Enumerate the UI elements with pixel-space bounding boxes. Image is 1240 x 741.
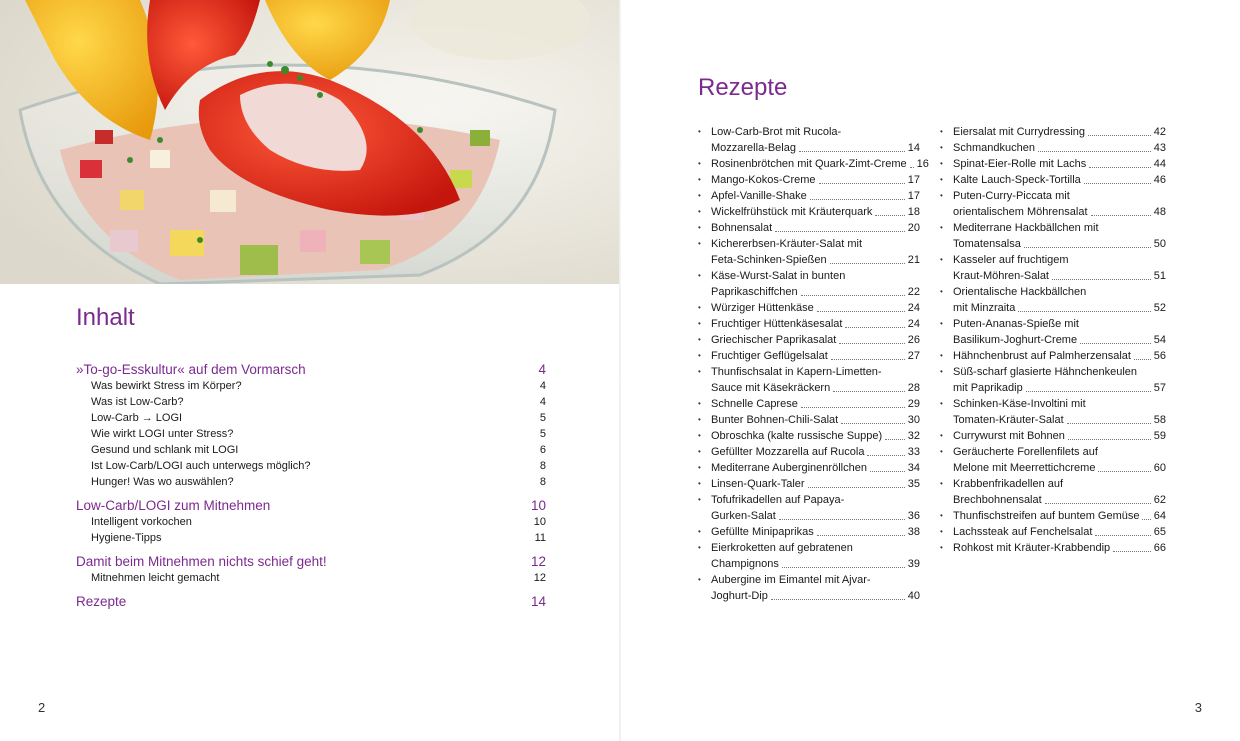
toc-entry-label: Was bewirkt Stress im Körper? — [91, 380, 242, 392]
toc-section[interactable] — [76, 426, 546, 442]
recipe-name-line: • Mango-Kokos-Creme — [711, 174, 816, 186]
recipe-name-line: • Griechischer Paprikasalat — [711, 334, 837, 346]
recipe-entry[interactable] — [940, 156, 1166, 172]
leader-dots — [819, 183, 905, 184]
recipe-page: 17 — [907, 190, 920, 202]
leader-dots — [839, 343, 904, 344]
recipe-name-line: • Wickelfrühstück mit Kräuterquark — [711, 206, 873, 218]
toc-entry-page: 12 — [533, 572, 546, 584]
recipe-page: 34 — [907, 462, 920, 474]
recipe-name-line: Tomatensalsa — [953, 238, 1021, 250]
leader-dots — [875, 215, 904, 216]
leader-dots — [801, 407, 905, 408]
recipe-name-line: mit Minzraita — [953, 302, 1016, 314]
recipe-name-line: • Bohnensalat — [711, 222, 773, 234]
recipe-entry[interactable] — [698, 124, 920, 156]
recipe-entry[interactable] — [698, 476, 920, 492]
recipe-name-line: Joghurt-Dip — [711, 590, 768, 602]
recipe-name-line: • Süß-scharf glasierte Hähnchenkeulen — [953, 366, 1138, 378]
recipes-title: Rezepte — [698, 74, 788, 101]
recipe-name-line: • Schmandkuchen — [953, 142, 1035, 154]
recipe-entry[interactable] — [698, 492, 920, 524]
toc-chapter[interactable] — [76, 496, 546, 514]
leader-dots — [845, 327, 904, 328]
toc-entry-label: Wie wirkt LOGI unter Stress? — [91, 428, 234, 440]
leader-dots — [810, 199, 905, 200]
leader-dots — [1095, 535, 1150, 536]
recipe-name-line: • Bunter Bohnen-Chili-Salat — [711, 414, 839, 426]
toc-section[interactable] — [76, 530, 546, 546]
toc-chapter[interactable] — [76, 360, 546, 378]
recipe-name-line: • Obroschka (kalte russische Suppe) — [711, 430, 883, 442]
toc-entry-label: Hunger! Was wo auswählen? — [91, 476, 234, 488]
recipe-name-line: • Spinat-Eier-Rolle mit Lachs — [953, 158, 1087, 170]
leader-dots — [1045, 503, 1151, 504]
leader-dots — [870, 471, 905, 472]
toc-entry-label: Low-Carb → LOGI — [91, 412, 183, 424]
recipe-entry[interactable] — [698, 172, 920, 188]
leader-dots — [775, 231, 905, 232]
recipe-entry[interactable] — [940, 444, 1166, 476]
toc-entry-page: 12 — [530, 554, 546, 569]
toc-chapter[interactable] — [76, 592, 546, 610]
leader-dots — [1080, 343, 1151, 344]
recipe-page: 58 — [1153, 414, 1166, 426]
recipe-page: 44 — [1153, 158, 1166, 170]
toc-entry-label: Mitnehmen leicht gemacht — [91, 572, 220, 584]
leader-dots — [1052, 279, 1151, 280]
recipe-entry[interactable] — [698, 364, 920, 396]
toc-entry-label: Was ist Low-Carb? — [91, 396, 184, 408]
leader-dots — [1018, 311, 1150, 312]
recipe-entry[interactable] — [698, 444, 920, 460]
toc-entry-page: 8 — [539, 460, 546, 472]
recipe-entry[interactable] — [940, 284, 1166, 316]
toc-entry-label: Hygiene-Tipps — [91, 532, 162, 544]
leader-dots — [1084, 183, 1151, 184]
recipe-name-line: • Käse-Wurst-Salat in bunten — [711, 270, 846, 282]
page-number-left: 2 — [38, 700, 46, 715]
recipe-page: 59 — [1153, 430, 1166, 442]
recipe-name-line: • Hähnchenbrust auf Palmherzensalat — [953, 350, 1131, 362]
recipe-name-line: • Linsen-Quark-Taler — [711, 478, 805, 490]
recipe-name-line: • Rosinenbrötchen mit Quark-Zimt-Creme — [711, 158, 907, 170]
recipe-page: 39 — [907, 558, 920, 570]
toc-entry-page: 10 — [530, 498, 546, 513]
toc-entry-page: 11 — [534, 532, 546, 544]
toc-section[interactable] — [76, 514, 546, 530]
recipe-name-line: • Eiersalat mit Currydressing — [953, 126, 1086, 138]
leader-dots — [801, 295, 905, 296]
recipe-name-line: Melone mit Meerrettichcreme — [953, 462, 1096, 474]
recipe-entry[interactable] — [698, 428, 920, 444]
recipe-page: 60 — [1153, 462, 1166, 474]
recipe-entry[interactable] — [940, 396, 1166, 428]
leader-dots — [1098, 471, 1150, 472]
leader-dots — [779, 519, 905, 520]
leader-dots — [833, 391, 905, 392]
recipe-entry[interactable] — [940, 524, 1166, 540]
recipe-name-line: orientalischem Möhrensalat — [953, 206, 1088, 218]
leader-dots — [1024, 247, 1151, 248]
leader-dots — [1134, 359, 1151, 360]
recipe-page: 57 — [1153, 382, 1166, 394]
recipe-page: 56 — [1153, 350, 1166, 362]
leader-dots — [1113, 551, 1151, 552]
recipe-name-line: • Apfel-Vanille-Shake — [711, 190, 807, 202]
recipe-page: 43 — [1153, 142, 1166, 154]
recipe-name-line: Sauce mit Käsekräckern — [711, 382, 831, 394]
recipe-entry[interactable] — [940, 140, 1166, 156]
salad-illustration — [0, 0, 620, 284]
leader-dots — [841, 423, 905, 424]
recipe-name-line: • Würziger Hüttenkäse — [711, 302, 814, 314]
recipe-entry[interactable] — [698, 220, 920, 236]
recipe-name-line: Kraut-Möhren-Salat — [953, 270, 1049, 282]
toc-section[interactable] — [76, 442, 546, 458]
leader-dots — [1142, 519, 1150, 520]
recipe-name-line: • Low-Carb-Brot mit Rucola- — [711, 126, 842, 138]
recipe-entry[interactable] — [698, 524, 920, 540]
recipe-name-line: • Gefüllte Minipaprikas — [711, 526, 814, 538]
toc-entry-page: 14 — [530, 594, 546, 609]
recipe-name-line: • Aubergine im Eimantel mit Ajvar- — [711, 574, 871, 586]
recipe-entry[interactable] — [698, 268, 920, 300]
recipe-entry[interactable] — [698, 540, 920, 572]
recipe-page: 22 — [907, 286, 920, 298]
toc-entry-page: 5 — [539, 412, 546, 424]
toc-section[interactable] — [76, 378, 546, 394]
recipe-name-line: • Fruchtiger Hüttenkäsesalat — [711, 318, 843, 330]
leader-dots — [910, 167, 914, 168]
recipe-entry[interactable] — [698, 188, 920, 204]
recipe-entry[interactable] — [940, 364, 1166, 396]
recipe-page: 24 — [907, 318, 920, 330]
recipe-page: 27 — [907, 350, 920, 362]
toc-entry-label: Intelligent vorkochen — [91, 516, 192, 528]
leader-dots — [799, 151, 905, 152]
recipe-name-line: • Tofufrikadellen auf Papaya- — [711, 494, 845, 506]
toc-chapter[interactable] — [76, 552, 546, 570]
leader-dots — [1026, 391, 1151, 392]
recipe-entry[interactable] — [940, 172, 1166, 188]
recipe-name-line: • Kasseler auf fruchtigem — [953, 254, 1069, 266]
toc-title: Inhalt — [76, 304, 135, 331]
recipe-page: 48 — [1153, 206, 1166, 218]
recipe-page: 16 — [916, 158, 929, 170]
toc-section[interactable] — [76, 410, 546, 426]
toc-entry-label: Rezepte — [76, 594, 127, 609]
leader-dots — [1091, 215, 1151, 216]
recipe-page: 30 — [907, 414, 920, 426]
toc-section[interactable] — [76, 394, 546, 410]
recipe-page: 14 — [907, 142, 920, 154]
leader-dots — [867, 455, 904, 456]
recipe-page: 64 — [1153, 510, 1166, 522]
recipe-name-line: • Mediterrane Auberginenröllchen — [711, 462, 867, 474]
toc-entry-label: »To-go-Esskultur« auf dem Vormarsch — [76, 362, 306, 377]
recipe-name-line: • Thunfischsalat in Kapern-Limetten- — [711, 366, 882, 378]
recipe-page: 38 — [907, 526, 920, 538]
toc-entry-label: Damit beim Mitnehmen nichts schief geht! — [76, 554, 327, 569]
leader-dots — [1067, 423, 1151, 424]
leader-dots — [885, 439, 905, 440]
recipe-entry[interactable] — [698, 204, 920, 220]
recipe-page: 32 — [907, 430, 920, 442]
recipe-entry[interactable] — [698, 396, 920, 412]
recipe-name-line: Basilikum-Joghurt-Creme — [953, 334, 1078, 346]
right-page — [620, 0, 1240, 741]
recipe-name-line: • Currywurst mit Bohnen — [953, 430, 1065, 442]
recipe-entry[interactable] — [698, 412, 920, 428]
toc-entry-label: Ist Low-Carb/LOGI auch unterwegs möglich? — [91, 460, 311, 472]
recipe-name-line: • Puten-Ananas-Spieße mit — [953, 318, 1079, 330]
recipe-page: 18 — [907, 206, 920, 218]
recipe-name-line: • Puten-Curry-Piccata mit — [953, 190, 1070, 202]
recipe-entry[interactable] — [940, 476, 1166, 508]
leader-dots — [1088, 135, 1151, 136]
recipe-entry[interactable] — [698, 332, 920, 348]
recipe-entry[interactable] — [698, 156, 929, 172]
recipe-page: 21 — [907, 254, 920, 266]
recipe-entry[interactable] — [940, 252, 1166, 284]
recipe-name-line: • Rohkost mit Kräuter-Krabbendip — [953, 542, 1111, 554]
recipe-entry[interactable] — [940, 348, 1166, 364]
recipe-page: 28 — [907, 382, 920, 394]
page-number-right: 3 — [1194, 700, 1202, 715]
recipe-entry[interactable] — [698, 460, 920, 476]
recipe-page: 52 — [1153, 302, 1166, 314]
recipe-page: 50 — [1153, 238, 1166, 250]
leader-dots — [817, 311, 905, 312]
toc-entry-page: 8 — [539, 476, 546, 488]
recipe-name-line: Tomaten-Kräuter-Salat — [953, 414, 1064, 426]
recipe-name-line: Champignons — [711, 558, 779, 570]
toc-section[interactable] — [76, 474, 546, 490]
recipe-name-line: • Gefüllter Mozzarella auf Rucola — [711, 446, 865, 458]
toc-entry-page: 4 — [539, 396, 546, 408]
recipe-name-line: • Kichererbsen-Kräuter-Salat mit — [711, 238, 863, 250]
recipe-entry[interactable] — [940, 124, 1166, 140]
recipe-entry[interactable] — [698, 572, 920, 604]
leader-dots — [808, 487, 905, 488]
leader-dots — [830, 263, 905, 264]
toc-section[interactable] — [76, 570, 546, 586]
recipe-page: 17 — [907, 174, 920, 186]
recipe-page: 62 — [1153, 494, 1166, 506]
salad-bowl-photo — [0, 0, 620, 284]
toc-entry-label: Gesund und schlank mit LOGI — [91, 444, 239, 456]
recipe-page: 36 — [907, 510, 920, 522]
leader-dots — [831, 359, 905, 360]
recipe-entry[interactable] — [698, 348, 920, 364]
recipe-name-line: • Kalte Lauch-Speck-Tortilla — [953, 174, 1081, 186]
recipe-page: 46 — [1153, 174, 1166, 186]
recipe-name-line: mit Paprikadip — [953, 382, 1023, 394]
recipe-entry[interactable] — [940, 540, 1166, 556]
recipe-name-line: • Orientalische Hackbällchen — [953, 286, 1087, 298]
toc-entry-page: 5 — [539, 428, 546, 440]
leader-dots — [1068, 439, 1151, 440]
recipe-page: 51 — [1153, 270, 1166, 282]
recipe-name-line: Brechbohnensalat — [953, 494, 1042, 506]
leader-dots — [771, 599, 905, 600]
recipe-entry[interactable] — [940, 508, 1166, 524]
recipe-name-line: • Geräucherte Forellenfilets auf — [953, 446, 1098, 458]
recipe-entry[interactable] — [698, 316, 920, 332]
recipe-name-line: • Thunfischstreifen auf buntem Gemüse — [953, 510, 1140, 522]
recipe-list-column-2 — [940, 124, 1166, 556]
recipe-name-line: • Eierkroketten auf gebratenen — [711, 542, 853, 554]
recipe-name-line: • Krabbenfrikadellen auf — [953, 478, 1064, 490]
recipe-page: 35 — [907, 478, 920, 490]
toc-entry-label: Low-Carb/LOGI zum Mitnehmen — [76, 498, 271, 513]
recipe-page: 33 — [907, 446, 920, 458]
recipe-page: 42 — [1153, 126, 1166, 138]
recipe-entry[interactable] — [940, 188, 1166, 220]
recipe-list-column-1 — [698, 124, 929, 604]
recipe-entry[interactable] — [698, 300, 920, 316]
recipe-page: 24 — [907, 302, 920, 314]
recipe-page: 29 — [907, 398, 920, 410]
recipe-name-line: Feta-Schinken-Spießen — [711, 254, 827, 266]
recipe-entry[interactable] — [940, 316, 1166, 348]
recipe-page: 54 — [1153, 334, 1166, 346]
toc-section[interactable] — [76, 458, 546, 474]
leader-dots — [1089, 167, 1150, 168]
leader-dots — [1038, 151, 1151, 152]
recipe-name-line: • Fruchtiger Geflügelsalat — [711, 350, 828, 362]
recipe-name-line: • Mediterrane Hackbällchen mit — [953, 222, 1099, 234]
recipe-name-line: • Schnelle Caprese — [711, 398, 798, 410]
recipe-entry[interactable] — [940, 220, 1166, 252]
toc-entry-page: 4 — [538, 362, 546, 377]
recipe-name-line: • Schinken-Käse-Involtini mit — [953, 398, 1086, 410]
recipe-entry[interactable] — [698, 236, 920, 268]
recipe-entry[interactable] — [940, 428, 1166, 444]
recipe-name-line: Paprikaschiffchen — [711, 286, 798, 298]
recipe-page: 40 — [907, 590, 920, 602]
toc-entry-page: 6 — [539, 444, 546, 456]
recipe-page: 65 — [1153, 526, 1166, 538]
recipe-name-line: • Lachssteak auf Fenchelsalat — [953, 526, 1093, 538]
recipe-name-line: Gurken-Salat — [711, 510, 776, 522]
recipe-name-line: Mozzarella-Belag — [711, 142, 796, 154]
toc-entry-page: 4 — [539, 380, 546, 392]
toc-entry-page: 10 — [533, 516, 546, 528]
leader-dots — [782, 567, 905, 568]
table-of-contents — [76, 360, 546, 610]
recipe-page: 66 — [1153, 542, 1166, 554]
recipe-page: 26 — [907, 334, 920, 346]
recipe-page: 20 — [907, 222, 920, 234]
leader-dots — [817, 535, 905, 536]
